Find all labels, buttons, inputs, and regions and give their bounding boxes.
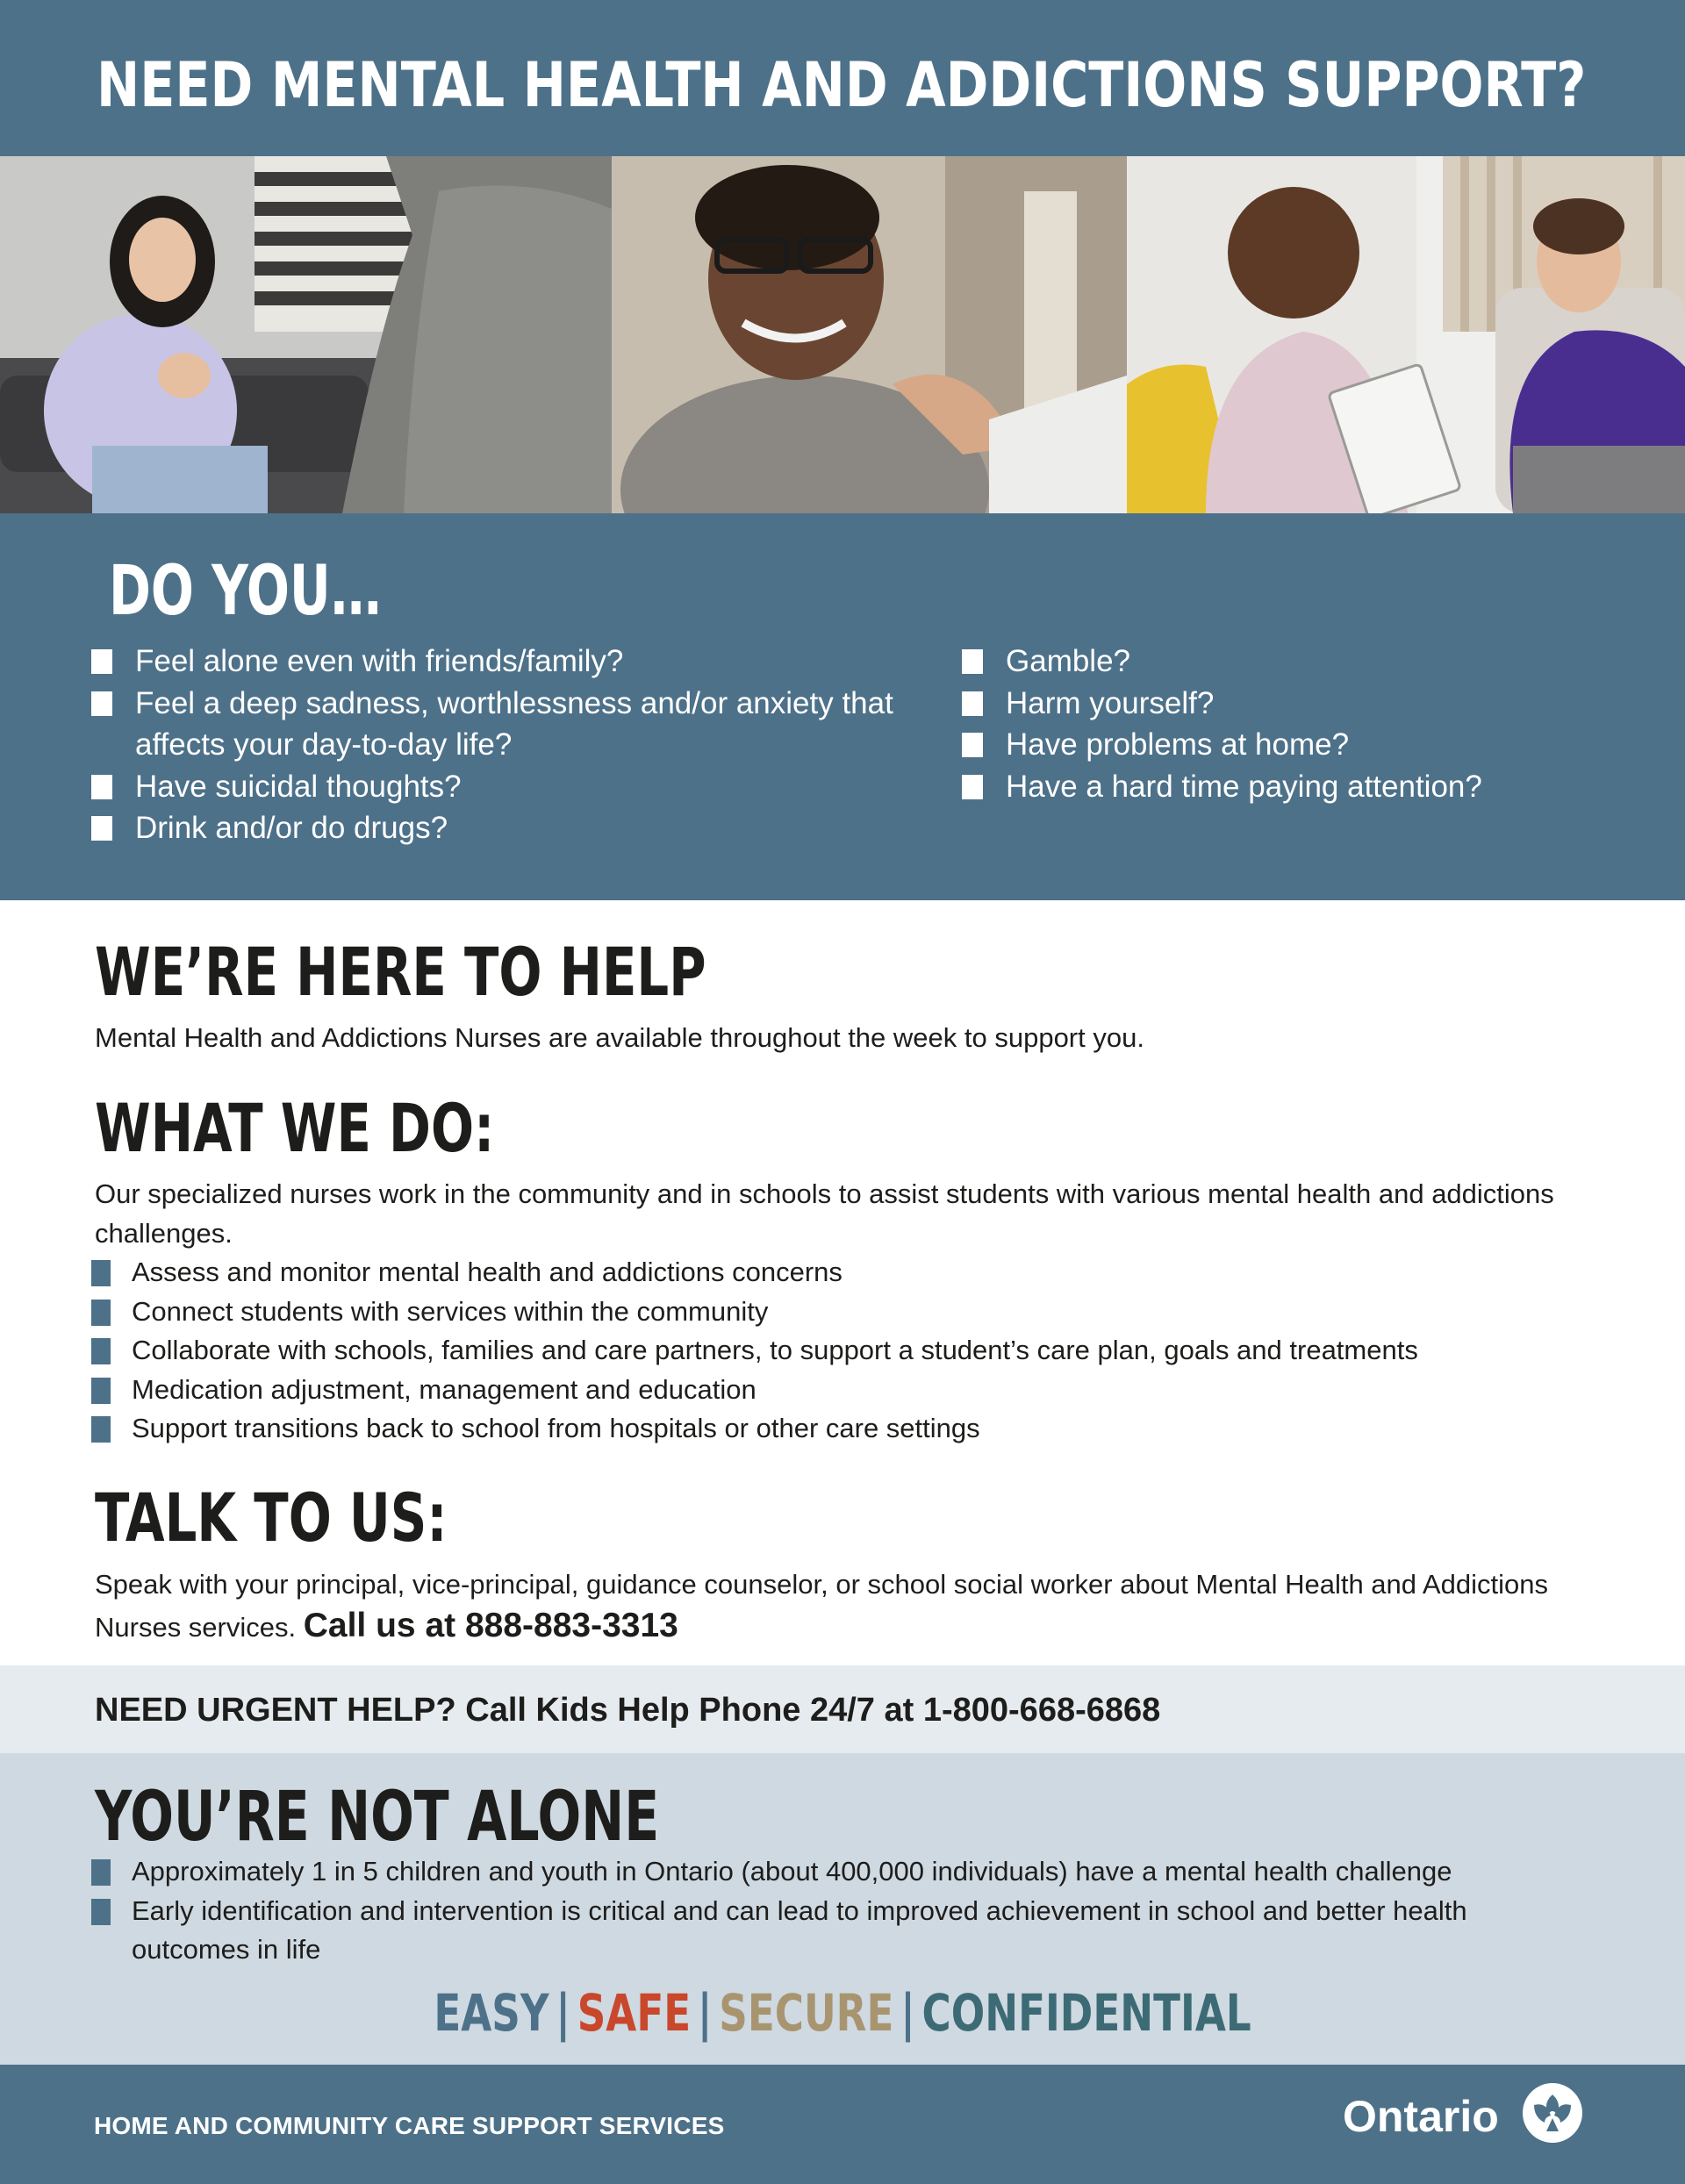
list-item: Collaborate with schools, families and care partners, to support a student’s care plan, goals and treatments: [91, 1331, 1622, 1371]
do-you-section: [0, 513, 1685, 900]
list-item: Feel alone even with friends/family?: [91, 641, 899, 683]
not-alone-title: YOU’RE NOT ALONE: [95, 1778, 660, 1857]
list-item: Harm yourself?: [962, 683, 1646, 725]
tagline: [0, 1983, 1685, 2043]
checkbox-icon: [962, 775, 983, 799]
do-you-right-list: [962, 641, 1646, 807]
tagline-word-easy: EASY: [434, 1983, 549, 2043]
list-item: Approximately 1 in 5 children and youth in Ontario (about 400,000 individuals) have a mental health challenge: [91, 1852, 1618, 1892]
do-you-title: DO YOU…: [109, 552, 382, 631]
what-we-do-section: [95, 1089, 1622, 1449]
list-item: Connect students with services within the community: [91, 1292, 1622, 1332]
photo-strip: [0, 156, 1685, 513]
call-us-phone[interactable]: Call us at 888-883-3313: [303, 1607, 678, 1644]
list-item: Support transitions back to school from hospitals or other care settings: [91, 1409, 1622, 1449]
bullet-icon: [91, 1378, 111, 1404]
what-we-do-title: WHAT WE DO:: [95, 1089, 495, 1167]
checkbox-icon: [91, 649, 112, 674]
list-item: Feel a deep sadness, worthlessness and/or anxiety that affects your day-to-day life?: [91, 683, 899, 766]
list-item: Have a hard time paying attention?: [962, 766, 1646, 808]
urgent-help-text[interactable]: NEED URGENT HELP? Call Kids Help Phone 24/7 at 1-800-668-6868: [95, 1692, 1161, 1729]
page-title: NEED MENTAL HEALTH AND ADDICTIONS SUPPORT?: [97, 49, 1587, 121]
list-item: Assess and monitor mental health and addictions concerns: [91, 1253, 1622, 1292]
photo-teen-girl-talking: [0, 156, 612, 513]
talk-to-us-title: TALK TO US:: [95, 1479, 448, 1557]
checkbox-icon: [91, 775, 112, 799]
footer: [0, 2065, 1685, 2184]
talk-to-us-section: [95, 1479, 1622, 1648]
not-alone-list: [91, 1852, 1618, 1970]
bullet-icon: [91, 1260, 111, 1286]
checkbox-icon: [962, 733, 983, 757]
list-item: Early identification and intervention is critical and can lead to improved achievement in school and better health outcomes in life: [91, 1892, 1583, 1970]
photo-smiling-boy-glasses: [612, 156, 1127, 513]
bullet-icon: [91, 1416, 111, 1443]
ontario-logo-text: Ontario: [1343, 2092, 1499, 2141]
list-item: Medication adjustment, management and education: [91, 1371, 1622, 1410]
tagline-separator: |: [697, 1983, 713, 2043]
checkbox-icon: [962, 691, 983, 716]
checkbox-icon: [91, 816, 112, 841]
talk-to-us-body: Speak with your principal, vice-principal, guidance counselor, or school social worker about Mental Health and Addictions Nurses services. Call us at 888-883-3313: [95, 1569, 1548, 1644]
urgent-help-band: [0, 1665, 1685, 1753]
list-item: Drink and/or do drugs?: [91, 807, 899, 849]
checkbox-icon: [962, 649, 983, 674]
tagline-separator: |: [556, 1983, 570, 2043]
do-you-left-list: [91, 641, 899, 849]
list-item: Have suicidal thoughts?: [91, 766, 899, 808]
bullet-icon: [91, 1899, 111, 1925]
not-alone-section: [0, 1753, 1685, 2065]
bullet-icon: [91, 1859, 111, 1886]
photo-boy-with-counselor: [1127, 156, 1685, 513]
list-item: Have problems at home?: [962, 724, 1646, 766]
tagline-word-secure: SECURE: [719, 1983, 894, 2043]
bullet-icon: [91, 1300, 111, 1326]
footer-org-name: HOME AND COMMUNITY CARE SUPPORT SERVICES: [94, 2112, 725, 2139]
checkbox-icon: [91, 691, 112, 716]
here-to-help-section: [95, 933, 1622, 1057]
what-we-do-intro: Our specialized nurses work in the community and in schools to assist students with various mental health and addictions challenges.: [95, 1178, 1554, 1249]
here-to-help-title: WE’RE HERE TO HELP: [95, 933, 706, 1011]
list-item: Gamble?: [962, 641, 1646, 683]
trillium-icon: [1522, 2082, 1583, 2144]
bullet-icon: [91, 1338, 111, 1364]
tagline-separator: |: [900, 1983, 915, 2043]
tagline-word-confidential: CONFIDENTIAL: [921, 1983, 1251, 2043]
tagline-word-safe: SAFE: [577, 1983, 692, 2043]
header-banner: [0, 0, 1685, 156]
here-to-help-body: Mental Health and Addictions Nurses are available throughout the week to support you.: [95, 1022, 1144, 1053]
